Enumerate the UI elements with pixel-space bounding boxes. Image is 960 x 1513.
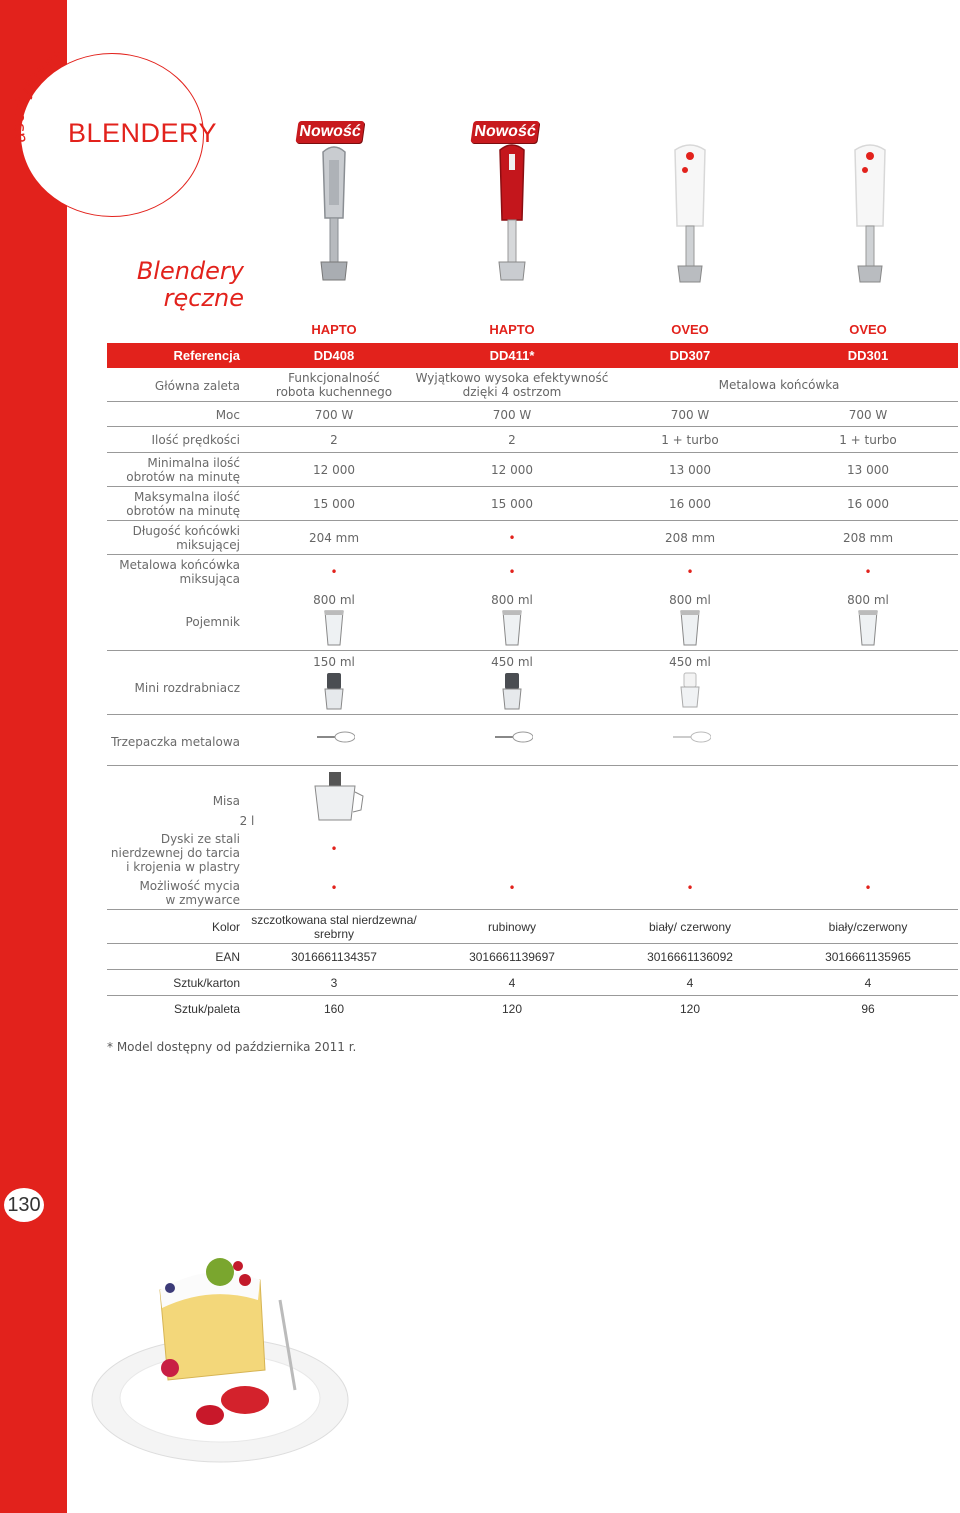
spec-table	[107, 343, 958, 1022]
jug-icon	[679, 609, 701, 647]
subtitle-line-2: ręczne	[163, 284, 244, 312]
cell: 2	[508, 433, 516, 447]
cell: 120	[501, 1002, 523, 1016]
cell: DD301	[847, 348, 889, 363]
row-carton	[107, 970, 958, 996]
row-label: Sztuk/paleta	[173, 1002, 240, 1016]
chopper-icon	[678, 671, 702, 711]
row-pallet	[107, 996, 958, 1022]
dot-cell: •	[508, 881, 516, 895]
whisk-icon	[671, 729, 711, 745]
row-dishwasher	[107, 876, 958, 910]
dot-cell: •	[686, 565, 694, 579]
cell: DD411*	[489, 348, 535, 363]
cell: 1 + turbo	[661, 433, 719, 447]
section-title: BLENDERY	[68, 118, 218, 148]
new-badge: Nowość	[470, 121, 539, 143]
brand-label: HAPTO	[489, 322, 535, 337]
row-label: Mini rozdrabniacz	[134, 681, 240, 695]
cell: DD408	[313, 348, 355, 363]
cell: 800 ml	[847, 593, 889, 607]
jug-icon	[501, 609, 523, 647]
chopper-icon	[500, 671, 524, 711]
cell: 4	[686, 976, 694, 990]
dot-cell: •	[508, 531, 516, 545]
cell: 800 ml	[491, 593, 533, 607]
row-label: Misa	[212, 794, 240, 808]
cell: rubinowy	[487, 920, 537, 934]
cell: 2	[330, 433, 338, 447]
row-label: Dyski ze stali nierdzewnej do tarcia i krojenia w plastry	[110, 832, 240, 874]
cell: 150 ml	[313, 655, 355, 669]
row-chopper	[107, 651, 958, 715]
row-discs	[107, 830, 958, 876]
row-label: Referencja	[173, 348, 240, 363]
cell: 450 ml	[491, 655, 533, 669]
footnote: * Model dostępny od października 2011 r.	[107, 1040, 357, 1054]
cell: 700 W	[314, 408, 354, 422]
cell: 3	[330, 976, 338, 990]
row-max-rpm	[107, 487, 958, 521]
cell: 120	[679, 1002, 701, 1016]
cell: 1 + turbo	[839, 433, 897, 447]
row-label: Moc	[215, 408, 240, 422]
dot-cell: •	[330, 881, 338, 895]
cell: 204 mm	[308, 531, 360, 545]
cell: biały/ czerwony	[648, 920, 732, 934]
product-image-dd307	[655, 140, 725, 290]
jug-icon	[857, 609, 879, 647]
subtitle-line-1: Blendery	[136, 257, 244, 285]
cell: 700 W	[670, 408, 710, 422]
cell: 4	[508, 976, 516, 990]
cell: 4	[864, 976, 872, 990]
jug-icon	[323, 609, 345, 647]
cell: szczotkowana stal nierdzewna/ srebrny	[251, 913, 417, 941]
cell: 700 W	[492, 408, 532, 422]
row-length	[107, 521, 958, 555]
brand-label: OVEO	[671, 322, 709, 337]
cell: 700 W	[848, 408, 888, 422]
cell: 450 ml	[669, 655, 711, 669]
row-color	[107, 910, 958, 944]
product-image-dd411	[477, 140, 547, 290]
product-image-dd408	[299, 140, 369, 290]
cell: 15 000	[313, 497, 355, 511]
product-image-dd301	[835, 140, 905, 290]
row-label: Możliwość mycia w zmywarce	[139, 879, 240, 907]
row-label: Sztuk/karton	[173, 976, 240, 990]
cell: 16 000	[669, 497, 711, 511]
dot-cell: •	[508, 565, 516, 579]
row-label: Trzepaczka metalowa	[111, 735, 240, 749]
row-label: Kolor	[211, 920, 240, 934]
cell: 96	[861, 1002, 875, 1016]
dot-cell: •	[864, 881, 872, 895]
cell: 3016661136092	[647, 950, 733, 964]
chopper-icon	[322, 671, 346, 711]
row-label: Długość końcówki miksującej	[132, 524, 240, 552]
cell: 12 000	[491, 463, 533, 477]
row-label: Minimalna ilość obrotów na minutę	[126, 456, 240, 484]
cell: 800 ml	[313, 593, 355, 607]
dot-cell: •	[330, 842, 338, 856]
row-power	[107, 402, 958, 427]
row-min-rpm	[107, 453, 958, 487]
row-reference	[107, 343, 958, 368]
row-label: Pojemnik	[185, 615, 240, 629]
row-speeds	[107, 427, 958, 453]
cell: 208 mm	[664, 531, 716, 545]
row-label: Metalowa końcówka miksująca	[119, 558, 240, 586]
new-badge: Nowość	[295, 121, 364, 143]
cell: 13 000	[847, 463, 889, 477]
cell: Funkcjonalność robota kuchennego	[275, 371, 393, 399]
cell: 208 mm	[842, 531, 894, 545]
row-whisk	[107, 715, 958, 766]
brand-label: OVEO	[849, 322, 887, 337]
row-metal-tip	[107, 555, 958, 589]
row-ean	[107, 944, 958, 970]
bowl-icon	[309, 768, 365, 826]
cell: 3016661134357	[291, 950, 377, 964]
row-label: EAN	[215, 950, 240, 964]
left-red-bar	[0, 0, 67, 1513]
row-container	[107, 589, 958, 651]
cell: 13 000	[669, 463, 711, 477]
row-label: Główna zaleta	[154, 379, 240, 393]
whisk-icon	[315, 729, 355, 745]
cell: 3016661139697	[469, 950, 555, 964]
dot-cell: •	[330, 565, 338, 579]
page-number: 130	[4, 1188, 44, 1222]
cell: biały/czerwony	[828, 920, 908, 934]
cell: 160	[323, 1002, 345, 1016]
cell: 800 ml	[669, 593, 711, 607]
dot-cell: •	[686, 881, 694, 895]
cell: Wyjątkowo wysoka efektywność dzięki 4 ostrzom	[415, 371, 609, 399]
row-label: Ilość prędkości	[151, 433, 240, 447]
svg-text:asortyment: asortyment	[8, 46, 67, 144]
cell: 15 000	[491, 497, 533, 511]
cell: DD307	[669, 348, 711, 363]
cake-photo	[90, 1240, 360, 1470]
cell: 12 000	[313, 463, 355, 477]
row-label: Maksymalna ilość obrotów na minutę	[126, 490, 240, 518]
brand-label: HAPTO	[311, 322, 357, 337]
row-advantage	[107, 368, 958, 402]
cell: 3016661135965	[825, 950, 911, 964]
whisk-icon	[493, 729, 533, 745]
row-bowl	[107, 766, 958, 830]
cell: 2 l	[239, 814, 255, 828]
cell: Metalowa końcówka	[718, 378, 840, 392]
cell: 16 000	[847, 497, 889, 511]
page-subtitle	[132, 258, 244, 312]
dot-cell: •	[864, 565, 872, 579]
